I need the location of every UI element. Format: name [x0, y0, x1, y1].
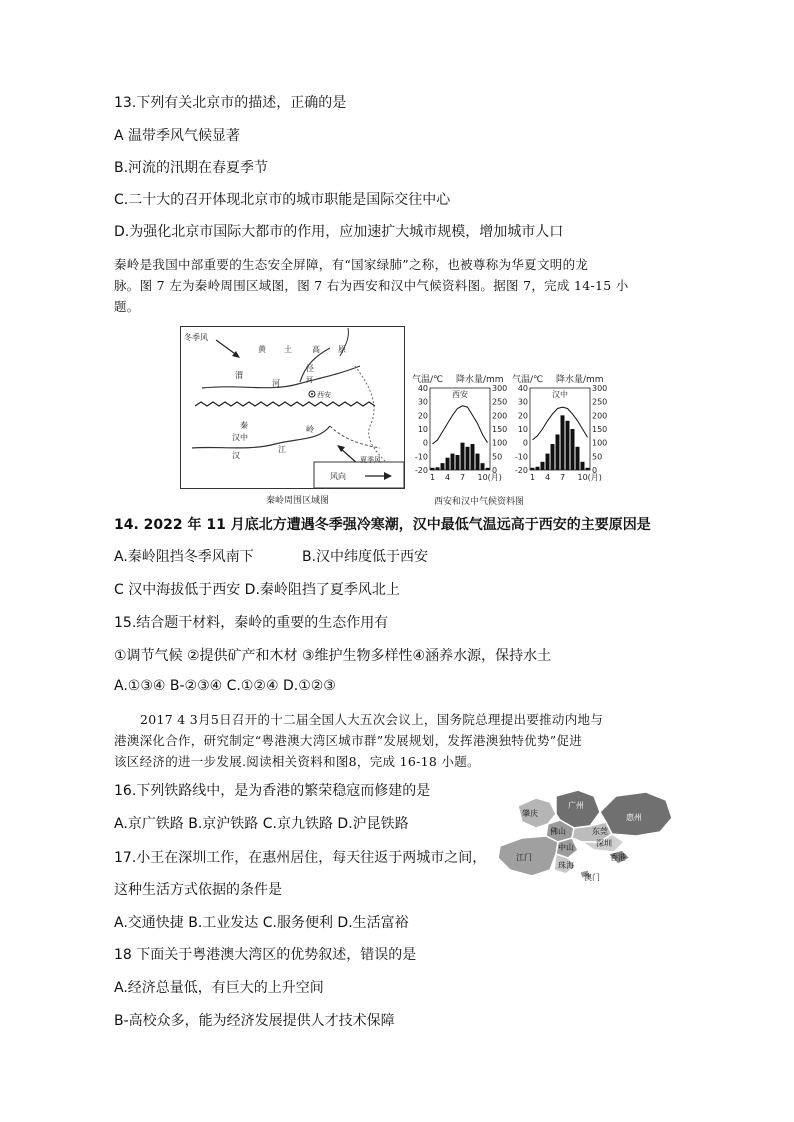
- city-huizhou: 惠州: [626, 813, 642, 822]
- hanzhong-precip-bar: [566, 421, 570, 470]
- hanzhong-month-tick: 7: [559, 473, 566, 482]
- hanzhong-month-tick: 10(月): [577, 473, 602, 482]
- greater-bay-passage-cont: [114, 730, 684, 772]
- q15-options: A.①③④ B-②③④ C.①②④ D.①②③: [114, 678, 336, 694]
- hanzhong-precip-bar: [551, 444, 555, 470]
- hanzhong-temp-tick: 30: [517, 397, 528, 407]
- hanzhong-station-name: 汉中: [552, 390, 568, 399]
- hanzhong-temp-line: [533, 407, 588, 440]
- xian-precip-bar: [436, 467, 440, 470]
- xian-month-tick: 4: [444, 473, 451, 482]
- map-label-huang: 黄: [258, 345, 266, 354]
- hanzhong-temp-tick: 0: [522, 438, 528, 448]
- city-hongkong: 香港: [610, 853, 626, 862]
- xian-precip-tick: 100: [492, 438, 508, 448]
- q15-stem: 15.结合题干材料，秦岭的重要的生态作用有: [114, 615, 389, 631]
- xian-temp-tick: -20: [414, 466, 428, 475]
- q14-option-a: A.秦岭阻挡冬季风南下: [114, 549, 254, 565]
- xian-precip-bar: [486, 468, 490, 470]
- temp-axis-label-xian: 气温/℃: [412, 375, 444, 385]
- hanzhong-precip-tick: 0: [592, 466, 598, 475]
- q17-stem: 17.小王在深圳工作，在惠州居住，每天往返于两城市之间，: [114, 850, 487, 866]
- city-zhuhai: 珠海: [558, 861, 574, 870]
- hanzhong-precip-bar: [581, 462, 585, 470]
- qinling-region-map: [180, 326, 408, 508]
- qinling-passage: [114, 254, 684, 317]
- map-label-legend-wind: 风向: [330, 472, 346, 481]
- city-guangzhou: 广州: [568, 801, 584, 810]
- city-dongguan: 东莞: [592, 827, 608, 836]
- hanzhong-precip-tick: 300: [592, 384, 608, 393]
- map-label-summer-wind: 夏季风: [360, 456, 381, 464]
- hanzhong-precip-bar: [586, 468, 590, 470]
- hanzhong-plot-frame: [530, 388, 590, 470]
- temp-axis-label-hanzhong: 气温/℃: [512, 375, 544, 385]
- greater-bay-passage: [114, 709, 684, 730]
- city-jiangmen: 江门: [516, 853, 532, 862]
- map-label-qin: 秦: [240, 421, 248, 430]
- q13-option-a: A 温带季风气候显著: [114, 128, 241, 144]
- q17-stem-2: 这种生活方式依据的条件是: [114, 882, 282, 898]
- city-shenzhen: 深圳: [596, 839, 612, 848]
- q16-options: A.京广铁路 B.京沪铁路 C.京九铁路 D.沪昆铁路: [114, 816, 409, 832]
- xian-precip-tick: 0: [492, 466, 498, 475]
- xian-temp-line: [433, 406, 488, 444]
- city-macau: 澳门: [584, 873, 600, 882]
- xian-climate-chart: [415, 384, 507, 482]
- q13-option-d: D.为强化北京市国际大都市的作用，应加速扩大城市规模，增加城市人口: [114, 224, 564, 240]
- xian-precip-bar: [461, 443, 465, 470]
- xian-precip-bar: [451, 454, 455, 470]
- hanzhong-temp-tick: 20: [517, 411, 528, 421]
- passage-line: 2017 4 3月5日召开的十二届全国人大五次会议上，国务院总理提出要推动内地与: [140, 712, 604, 727]
- hanzhong-precip-bar: [531, 468, 535, 470]
- xian-temp-tick: 20: [417, 411, 428, 421]
- map-caption: 秦岭周围区域图: [266, 496, 330, 506]
- xian-month-tick: 10(月): [477, 473, 502, 482]
- xian-month-tick: 7: [459, 473, 466, 482]
- xian-temp-tick: 10: [417, 425, 428, 434]
- precip-axis-label-hanzhong: 降水量/mm: [556, 375, 604, 385]
- q13-option-b: B.河流的汛期在春夏季节: [114, 160, 269, 176]
- map-label-hanzhong: 汉中: [232, 433, 248, 442]
- map-label-wei: 渭: [235, 371, 243, 380]
- xian-temp-tick: 40: [417, 384, 428, 393]
- q15-items: ①调节气候 ②提供矿产和木材 ③维护生物多样性④涵养水源，保持水土: [114, 648, 552, 664]
- map-label-xian: 西安: [317, 391, 331, 399]
- xian-precip-bar: [431, 468, 435, 470]
- hanzhong-climate-chart: [515, 384, 607, 482]
- hanzhong-precip-tick: 250: [592, 397, 608, 407]
- q14-option-b: B.汉中纬度低于西安: [302, 549, 429, 565]
- q17-options: A.交通快捷 B.工业发达 C.服务便利 D.生活富裕: [114, 915, 409, 931]
- xian-temp-tick: -10: [414, 452, 428, 462]
- hanzhong-temp-tick: 10: [517, 425, 528, 434]
- hanzhong-precip-bar: [571, 429, 575, 470]
- q18-stem: 18 下面关于粤港澳大湾区的优势叙述，错误的是: [114, 947, 417, 963]
- passage-line: 脉。图 7 左为秦岭周围区域图，图 7 右为西安和汉中气候资料图。据图 7，完成 14-15 小: [114, 278, 629, 293]
- hanzhong-precip-bar: [541, 462, 545, 470]
- climate-charts: [404, 370, 650, 510]
- xian-precip-tick: 150: [492, 425, 508, 434]
- map-label-ling: 岭: [306, 425, 314, 434]
- xian-precip-bar: [466, 447, 470, 470]
- map-label-tu: 土: [284, 345, 292, 354]
- hanzhong-precip-bar: [556, 434, 560, 470]
- xian-precip-tick: 250: [492, 397, 508, 407]
- precip-axis-label-xian: 降水量/mm: [456, 375, 504, 385]
- climate-caption: 西安和汉中气候资料图: [434, 497, 525, 507]
- passage-line: 题。: [114, 299, 140, 314]
- xian-precip-bar: [446, 458, 450, 470]
- hanzhong-precip-bar: [561, 415, 565, 470]
- map-label-han: 汉: [232, 451, 240, 460]
- map-label-he-2: 河: [306, 376, 313, 384]
- map-label-he: 河: [272, 379, 280, 388]
- hanzhong-month-tick: 4: [544, 473, 551, 482]
- xian-precip-bar: [476, 454, 480, 470]
- q18-option-b: B-高校众多，能为经济发展提供人才技术保障: [114, 1013, 395, 1029]
- xian-precip-bar: [471, 444, 475, 470]
- hanzhong-precip-tick: 200: [592, 411, 608, 421]
- hanzhong-precip-tick: 150: [592, 425, 608, 434]
- q14-options-cd: C 汉中海拔低于西安 D.秦岭阻挡了夏季风北上: [114, 582, 400, 598]
- xian-temp-tick: 30: [417, 397, 428, 407]
- hanzhong-temp-tick: 40: [517, 384, 528, 393]
- xian-precip-bar: [456, 455, 460, 470]
- hanzhong-temp-tick: -10: [514, 452, 528, 462]
- hanzhong-precip-tick: 50: [592, 452, 603, 462]
- passage-line: 该区经济的进一步发展.阅读相关资料和图8，完成 16-18 小题。: [114, 754, 480, 769]
- q18-option-a: A.经济总量低，有巨大的上升空间: [114, 980, 324, 996]
- city-foshan: 佛山: [550, 827, 566, 836]
- passage-line: 秦岭是我国中部重要的生态安全屏障，有“国家绿肺”之称，也被尊称为华夏文明的龙: [114, 257, 589, 272]
- city-zhaoqing: 肇庆: [522, 809, 538, 818]
- xian-precip-tick: 300: [492, 384, 508, 393]
- q16-stem: 16.下列铁路线中，是为香港的繁荣稳寇而修建的是: [114, 783, 431, 799]
- map-label-winter-wind: 冬季风: [184, 333, 208, 342]
- q13-stem: 13.下列有关北京市的描述，正确的是: [114, 95, 347, 111]
- hanzhong-precip-tick: 100: [592, 438, 608, 448]
- xian-precip-bar: [481, 463, 485, 470]
- map-label-jing: 泾: [306, 364, 314, 373]
- hanzhong-precip-bar: [536, 467, 540, 470]
- city-zhongshan: 中山: [558, 843, 574, 852]
- xian-plot-frame: [430, 388, 490, 470]
- map-label-yuan: 原: [338, 345, 346, 354]
- map-label-gao: 高: [312, 345, 320, 354]
- xian-month-tick: 1: [429, 473, 436, 482]
- hanzhong-precip-bar: [546, 454, 550, 470]
- greater-bay-map: [496, 784, 688, 882]
- xian-temp-tick: 0: [422, 438, 428, 448]
- q14-stem: 14. 2022 年 11 月底北方遭遇冬季强冷寒潮，汉中最低气温远高于西安的主要原因是: [114, 517, 651, 533]
- hanzhong-precip-bar: [576, 447, 580, 470]
- hanzhong-temp-tick: -20: [514, 466, 528, 475]
- hanzhong-month-tick: 1: [529, 473, 536, 482]
- passage-line: 港澳深化合作，研究制定“粤港澳大湾区城市群”发展规划，发挥港澳独特优势”促进: [114, 733, 583, 748]
- xian-precip-bar: [441, 463, 445, 470]
- xian-station-name: 西安: [452, 390, 468, 399]
- xian-precip-tick: 200: [492, 411, 508, 421]
- map-label-jiang: 江: [278, 445, 286, 454]
- xian-precip-tick: 50: [492, 452, 503, 462]
- q13-option-c: C.二十大的召开体现北京市的城市职能是国际交往中心: [114, 192, 451, 208]
